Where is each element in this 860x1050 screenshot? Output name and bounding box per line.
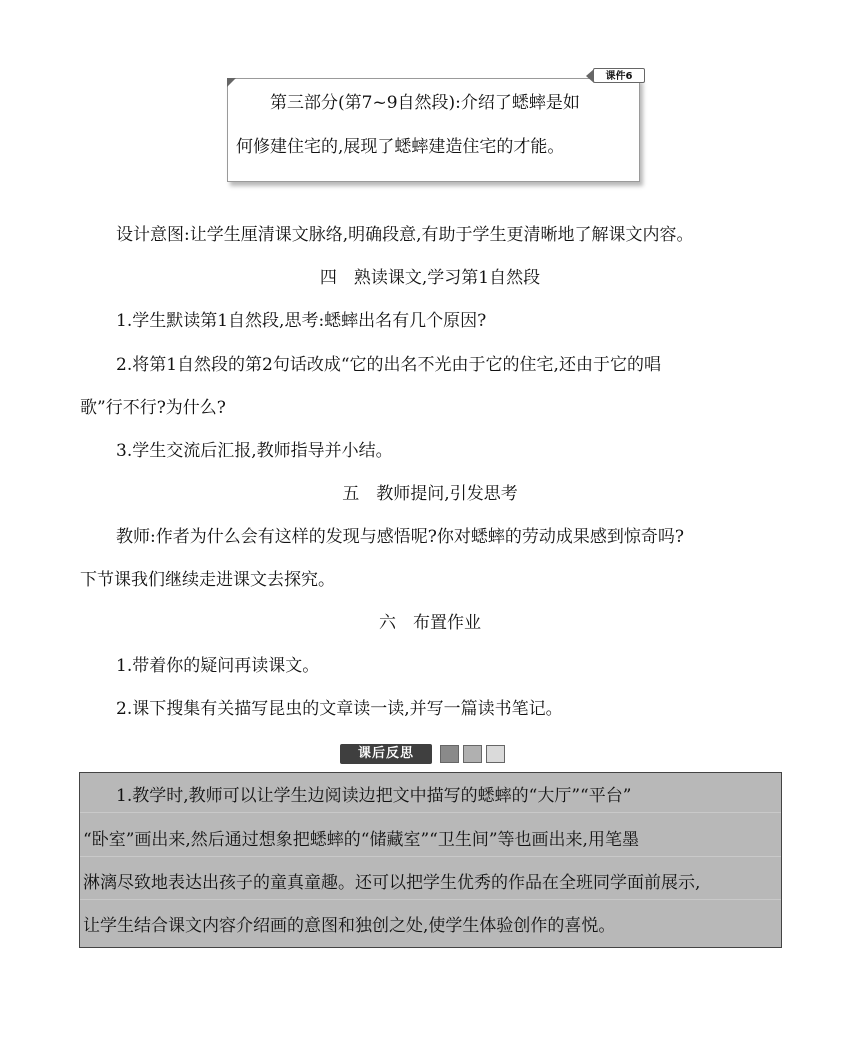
corner-mark-icon (227, 78, 236, 87)
section-heading-5: 五 教师提问,引发思考 (342, 484, 518, 504)
list-item: 3.学生交流后汇报,教师指导并小结。 (116, 441, 393, 461)
list-item: 1.带着你的疑问再读课文。 (116, 656, 320, 676)
reflection-line (80, 779, 781, 813)
reflection-text: 1.教学时,教师可以让学生边阅读边把文中描写的蟋蟀的“大厅”“平台” (116, 786, 632, 806)
design-intent: 设计意图:让学生厘清课文脉络,明确段意,有助于学生更清晰地了解课文内容。 (116, 225, 694, 245)
reflection-box (79, 772, 782, 948)
section-heading-4: 四 熟读课文,学习第1自然段 (319, 268, 541, 288)
reflection-text: “卧室”画出来,然后通过想象把蟋蟀的“储藏室”“卫生间”等也画出来,用笔墨 (83, 830, 639, 850)
reflection-line (80, 866, 781, 900)
reflection-line (80, 909, 781, 943)
square-icon (463, 745, 482, 763)
courseware-line: 何修建住宅的,展现了蟋蟀建造住宅的才能。 (236, 137, 565, 157)
paragraph-line: 下节课我们继续走进课文去探究。 (80, 570, 335, 590)
reflection-label: 课后反思 (340, 744, 432, 764)
list-item-continuation: 歌”行不行?为什么? (80, 398, 226, 418)
reflection-text: 淋漓尽致地表达出孩子的童真童趣。还可以把学生优秀的作品在全班同学面前展示, (83, 873, 701, 893)
list-item: 2.课下搜集有关描写昆虫的文章读一读,并写一篇读书笔记。 (116, 699, 563, 719)
courseware-tag: 课件6 (593, 68, 645, 83)
square-icon (440, 745, 459, 763)
list-item: 2.将第1自然段的第2句话改成“它的出名不光由于它的住宅,还由于它的唱 (116, 355, 661, 375)
reflection-line (80, 823, 781, 857)
list-item: 1.学生默读第1自然段,思考:蟋蟀出名有几个原因? (116, 311, 487, 331)
reflection-text: 让学生结合课文内容介绍画的意图和独创之处,使学生体验创作的喜悦。 (83, 916, 616, 936)
square-icon (486, 745, 505, 763)
section-heading-6: 六 布置作业 (379, 613, 481, 633)
courseware-line: 第三部分(第7~9自然段):介绍了蟋蟀是如 (270, 93, 580, 113)
paragraph-line: 教师:作者为什么会有这样的发现与感悟呢?你对蟋蟀的劳动成果感到惊奇吗? (116, 527, 684, 547)
